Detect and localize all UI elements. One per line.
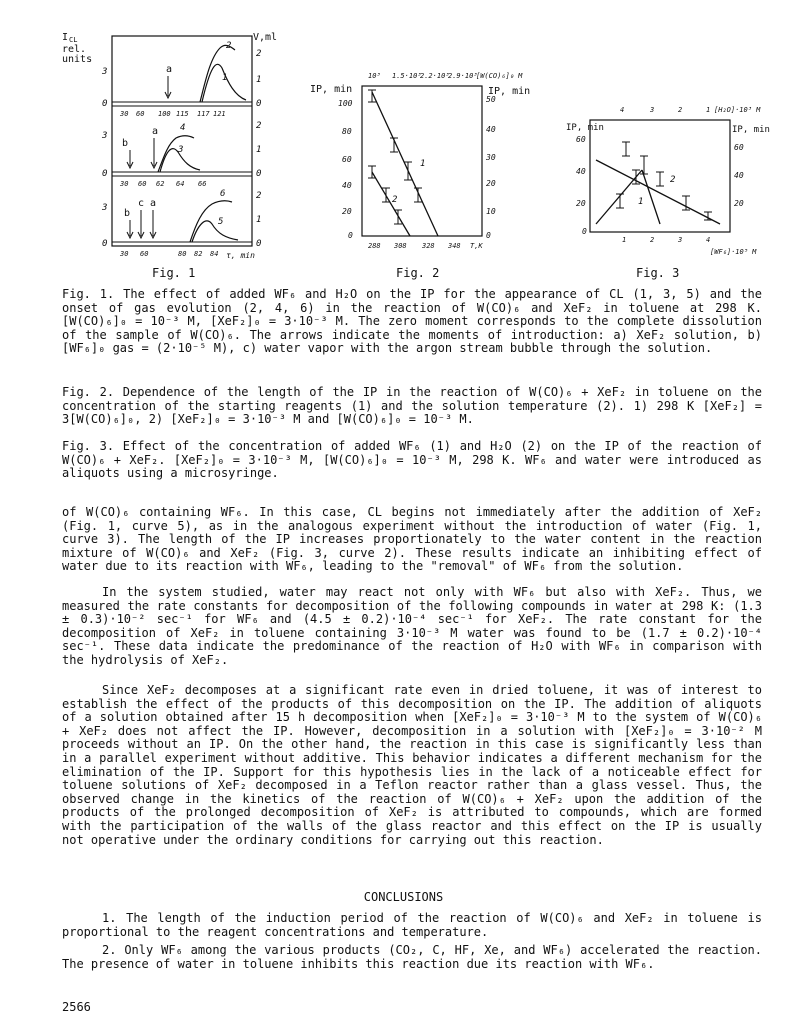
fig1-p2-letter-b: b <box>122 138 129 149</box>
conclusion-1 <box>62 912 762 939</box>
fig2-right-label: IP, min <box>488 86 531 97</box>
fig2-label: Fig. 2 <box>396 266 440 280</box>
fig2-bottom-unit: T,K <box>470 242 483 250</box>
fig2-curve-num-2: 2 <box>392 195 398 205</box>
fig3-right-tick: 60 <box>734 143 744 152</box>
fig3-caption-text: Fig. 3. Effect of the concentration of added WF₆ (1) and H₂O (2) on the IP of the reaction of W(CO)₆ + XeF₂. [XeF₂]₀ = 3·10⁻³ M, [W(CO)₆]₀ = 10⁻³ M, 298 K. WF₆ and water were introduced as aliquots using a microsyringe. <box>62 439 762 481</box>
fig1-p1-xtick: 100 <box>158 110 171 118</box>
fig2-right-tick: 0 <box>486 231 491 240</box>
fig1-x-unit: τ, min <box>226 251 255 260</box>
fig2-top-tick: 1.5·10³ <box>392 72 422 80</box>
fig1-p2-right-tick-1: 1 <box>256 145 262 155</box>
figure-1 <box>60 28 290 268</box>
fig1-caption <box>62 288 762 356</box>
fig2-curve-num-1: 1 <box>420 159 426 169</box>
fig1-p1-left-tick-0: 0 <box>102 99 108 109</box>
fig3-curve-num-2: 2 <box>670 175 676 185</box>
fig1-p2-xtick: 60 <box>138 180 147 188</box>
fig2-line-1 <box>372 92 438 236</box>
fig2-left-tick: 20 <box>342 207 352 216</box>
fig3-left-tick: 0 <box>582 227 587 236</box>
fig1-right-label: V,ml <box>253 32 278 43</box>
fig2-right-tick: 20 <box>486 179 496 188</box>
fig1-ylabel-units: units <box>62 54 93 65</box>
fig3-top-tick: 2 <box>678 106 683 114</box>
fig3-top-tick: 4 <box>620 106 625 114</box>
paragraph-text: In the system studied, water may react not only with WF₆ but also with XeF₂. Thus, we measured the rate constants for decomposition of the following compounds in water at 298 K: (1.3 ± 0.3)·10⁻² sec⁻¹ for WF₆ and (4.5 ± 0.2)·10⁻⁴ sec⁻¹ for XeF₂. The rate constant for the decomposition of XeF₂ in toluene containing 3·10⁻³ M water was found to be (1.7 ± 0.2)·10⁻⁴ sec⁻¹. These data indicate the predominance of the reaction of H₂O with WF₆ in comparison with the hydrolysis of XeF₂. <box>62 585 762 667</box>
fig1-p1-curve-2 <box>200 45 235 102</box>
paragraph-text: Since XeF₂ decomposes at a significant rate even in dried toluene, it was of interest to establish the effect of the products of this decomposition on the IP. The addition of aliquots of a solution obtained after 15 h decomposition when [XeF₂]₀ = 3·10⁻³ M to the system of W(CO)₆ + XeF₂ does not affect the IP. However, decomposition in a solution with [XeF₂]₀ = 3·10⁻² M proceeds without an IP. On the other hand, the reaction in this case is significantly less than in a parallel experiment without additive. This behavior indicates a different mechanism for the elimination of the IP. Support for this hypothesis lies in the lack of a noticeable effect for toluene solutions of XeF₂ decomposed in a Teflon reactor rather than a glass vessel. Thus, the observed change in the kinetics of the reaction of W(CO)₆ + XeF₂ upon the addition of the products of the prolonged decomposition of XeF₂ is attributed to compounds, which are formed with the participation of the walls of the glass reactor and this effect on the IP is usually not operative under the ordinary conditions for carrying out this reaction. <box>62 683 762 847</box>
fig3-top-tick: 3 <box>650 106 655 114</box>
fig1-p1-xtick: 117 <box>197 110 210 118</box>
fig1-p3-xtick: 82 <box>194 250 203 258</box>
fig2-left-tick: 80 <box>342 127 352 136</box>
fig1-p1-curve-num-2: 2 <box>226 41 232 51</box>
fig2-bottom-tick: 308 <box>394 242 407 250</box>
fig1-p3-arrow-icon <box>150 210 156 238</box>
fig1-p2-left-tick-3: 3 <box>102 131 108 141</box>
fig1-p2-right-tick-2: 2 <box>256 121 262 131</box>
fig1-frame <box>112 36 252 246</box>
fig1-p2-curve-num-3: 3 <box>178 145 184 155</box>
fig3-bottom-tick: 3 <box>678 236 683 244</box>
fig1-p3-arrow-icon <box>138 210 144 238</box>
fig1-ylabel-rel: rel. <box>62 44 87 55</box>
fig2-line-2 <box>372 172 410 236</box>
figure-2-plot <box>310 62 540 262</box>
fig1-p2-xtick: 62 <box>156 180 165 188</box>
fig1-p3-xtick: 80 <box>178 250 187 258</box>
fig1-p3-xtick: 60 <box>140 250 149 258</box>
fig1-p3-xtick: 84 <box>210 250 219 258</box>
fig1-p1-xtick: 60 <box>136 110 145 118</box>
paragraph-text: of W(CO)₆ containing WF₆. In this case, CL begins not immediately after the addition of XeF₂ (Fig. 1, curve 5), as in the analogous experiment without the introduction of water (Fig. 1, curve 3). The length of the IP increases proportionately to the water content in the reaction mixture of W(CO)₆ and XeF₂ (Fig. 3, curve 2). These results indicate an inhibiting effect of water due to its reaction with WF₆, leading to the "removal" of WF₆ from the solution. <box>62 505 762 574</box>
fig3-left-tick: 60 <box>576 135 586 144</box>
fig1-p1-xtick: 115 <box>176 110 189 118</box>
fig1-p1-letter-a: a <box>166 64 173 75</box>
fig1-p3-arrow-icon <box>127 220 133 238</box>
fig1-p2-arrow-icon <box>151 138 157 168</box>
fig3-line-2 <box>596 160 720 224</box>
page-number: 2566 <box>62 1000 91 1014</box>
fig1-p1-arrow-icon <box>165 76 171 98</box>
conclusions-heading: CONCLUSIONS <box>363 890 444 904</box>
fig1-p1-right-tick-0: 0 <box>256 99 262 109</box>
fig2-left-label: IP, min <box>310 84 353 95</box>
fig1-p3-curve-5 <box>192 221 238 242</box>
fig1-p3-right-tick-0: 0 <box>256 239 262 249</box>
fig3-line-1b <box>642 170 660 224</box>
fig3-top-unit: [H₂O]·10³ M <box>714 106 761 114</box>
fig2-top-unit: [W(CO)₆]₀ M <box>476 72 523 80</box>
body-paragraph-1 <box>62 506 762 574</box>
fig1-p3-letter-b: b <box>124 208 131 219</box>
figure-3 <box>560 100 775 260</box>
fig3-line-1 <box>596 170 642 224</box>
fig3-right-tick: 40 <box>734 171 744 180</box>
fig1-p2-curve-4 <box>158 136 194 172</box>
fig3-left-label: IP, min <box>566 123 604 133</box>
fig1-p3-left-tick-3: 3 <box>102 203 108 213</box>
fig2-left-tick: 60 <box>342 155 352 164</box>
conclusion-text: 1. The length of the induction period of the reaction of W(CO)₆ and XeF₂ in toluene is proportional to the reagent concentrations and temperature. <box>62 911 762 939</box>
fig1-p3-curve-num-5: 5 <box>218 217 224 227</box>
fig2-right-tick: 10 <box>486 207 496 216</box>
fig2-caption-text: Fig. 2. Dependence of the length of the IP in the reaction of W(CO)₆ + XeF₂ in toluene on the concentration of the starting reagents (1) and the solution temperature (2). 1) 298 K [XeF₂] = 3[W(CO)₆]₀, 2) [XeF₂]₀ = 3·10⁻³ M and [W(CO)₆]₀ = 10⁻³ M. <box>62 385 762 427</box>
fig1-p2-right-tick-0: 0 <box>256 169 262 179</box>
fig3-curve-num-1: 1 <box>638 197 644 207</box>
fig1-p2-xtick: 64 <box>176 180 185 188</box>
fig1-caption-text: Fig. 1. The effect of added WF₆ and H₂O on the IP for the appearance of CL (1, 3, 5) and the onset of gas evolution (2, 4, 6) in the reaction of W(CO)₆ and XeF₂ in toluene at 298 K. [W(CO)₆]₀ = 10⁻³ M, [XeF₂]₀ = 3·10⁻³ M. The zero moment corresponds to the complete dissolution of the sample of W(CO)₆. The arrows indicate the moments of introduction: a) XeF₂ solution, b) [WF₆]₀ gas = (2·10⁻⁵ M), c) water vapor with the argon stream bubble through the solution. <box>62 287 762 356</box>
fig1-p1-right-tick-2: 2 <box>256 49 262 59</box>
figure-3-plot <box>560 100 775 260</box>
fig1-p2-curve-num-4: 4 <box>180 123 186 133</box>
fig2-top-tick: 2.9·10³ <box>448 72 478 80</box>
fig2-top-tick: 10³ <box>368 72 381 80</box>
figure-2 <box>310 62 540 262</box>
fig2-left-tick: 40 <box>342 181 352 190</box>
fig3-top-tick: 1 <box>706 106 711 114</box>
conclusion-2 <box>62 944 762 971</box>
fig2-caption <box>62 386 762 427</box>
fig2-right-tick: 30 <box>486 153 496 162</box>
fig3-right-tick: 20 <box>734 199 744 208</box>
fig1-p3-curve-num-6: 6 <box>220 189 226 199</box>
fig3-left-tick: 40 <box>576 167 586 176</box>
fig3-label: Fig. 3 <box>636 266 680 280</box>
fig2-bottom-tick: 348 <box>448 242 461 250</box>
fig1-p2-xtick: 30 <box>120 180 129 188</box>
fig3-left-tick: 20 <box>576 199 586 208</box>
fig1-p3-letter-c: c <box>138 198 145 209</box>
fig1-label: Fig. 1 <box>152 266 196 280</box>
figure-1-plot <box>60 28 290 268</box>
fig1-p1-xtick: 30 <box>120 110 129 118</box>
fig2-right-tick: 40 <box>486 125 496 134</box>
fig1-p2-left-tick-0: 0 <box>102 169 108 179</box>
fig2-left-tick: 0 <box>348 231 353 240</box>
fig3-right-label: IP, min <box>732 125 770 135</box>
body-paragraph-3 <box>62 684 762 847</box>
fig2-left-tick: 100 <box>338 99 353 108</box>
fig3-bottom-tick: 4 <box>706 236 711 244</box>
fig3-caption <box>62 440 762 481</box>
fig2-errorbars-1 <box>368 90 422 202</box>
fig1-p3-xtick: 30 <box>120 250 129 258</box>
fig1-p3-curve-6 <box>190 201 232 242</box>
fig1-p3-right-tick-2: 2 <box>256 191 262 201</box>
conclusion-text: 2. Only WF₆ among the various products (CO₂, C, HF, Xe, and WF₆) accelerated the reaction. The presence of water in toluene inhibits this reaction due its reaction with WF₆. <box>62 943 762 971</box>
fig1-p2-arrow-icon <box>127 150 133 168</box>
fig1-p1-curve-num-1: 1 <box>222 73 228 83</box>
fig1-p3-letter-a: a <box>150 198 157 209</box>
fig2-top-tick: 2.2·10³ <box>420 72 450 80</box>
fig3-bottom-tick: 2 <box>650 236 655 244</box>
body-paragraph-2 <box>62 586 762 668</box>
fig1-p2-xtick: 66 <box>198 180 207 188</box>
fig1-p1-xtick: 121 <box>213 110 226 118</box>
fig1-p3-right-tick-1: 1 <box>256 215 262 225</box>
fig1-p2-letter-a: a <box>152 126 159 137</box>
fig3-bottom-tick: 1 <box>622 236 627 244</box>
fig2-bottom-tick: 288 <box>368 242 381 250</box>
fig2-bottom-tick: 328 <box>422 242 435 250</box>
fig3-bottom-unit: [WF₆]·10⁵ M <box>710 248 757 256</box>
fig1-p3-left-tick-0: 0 <box>102 239 108 249</box>
fig1-p1-left-tick-3: 3 <box>102 67 108 77</box>
fig2-right-tick: 50 <box>486 95 496 104</box>
fig1-p1-right-tick-1: 1 <box>256 75 262 85</box>
fig1-ylabel-I: I <box>62 32 69 43</box>
fig1-ylabel-sub: CL <box>69 36 78 44</box>
